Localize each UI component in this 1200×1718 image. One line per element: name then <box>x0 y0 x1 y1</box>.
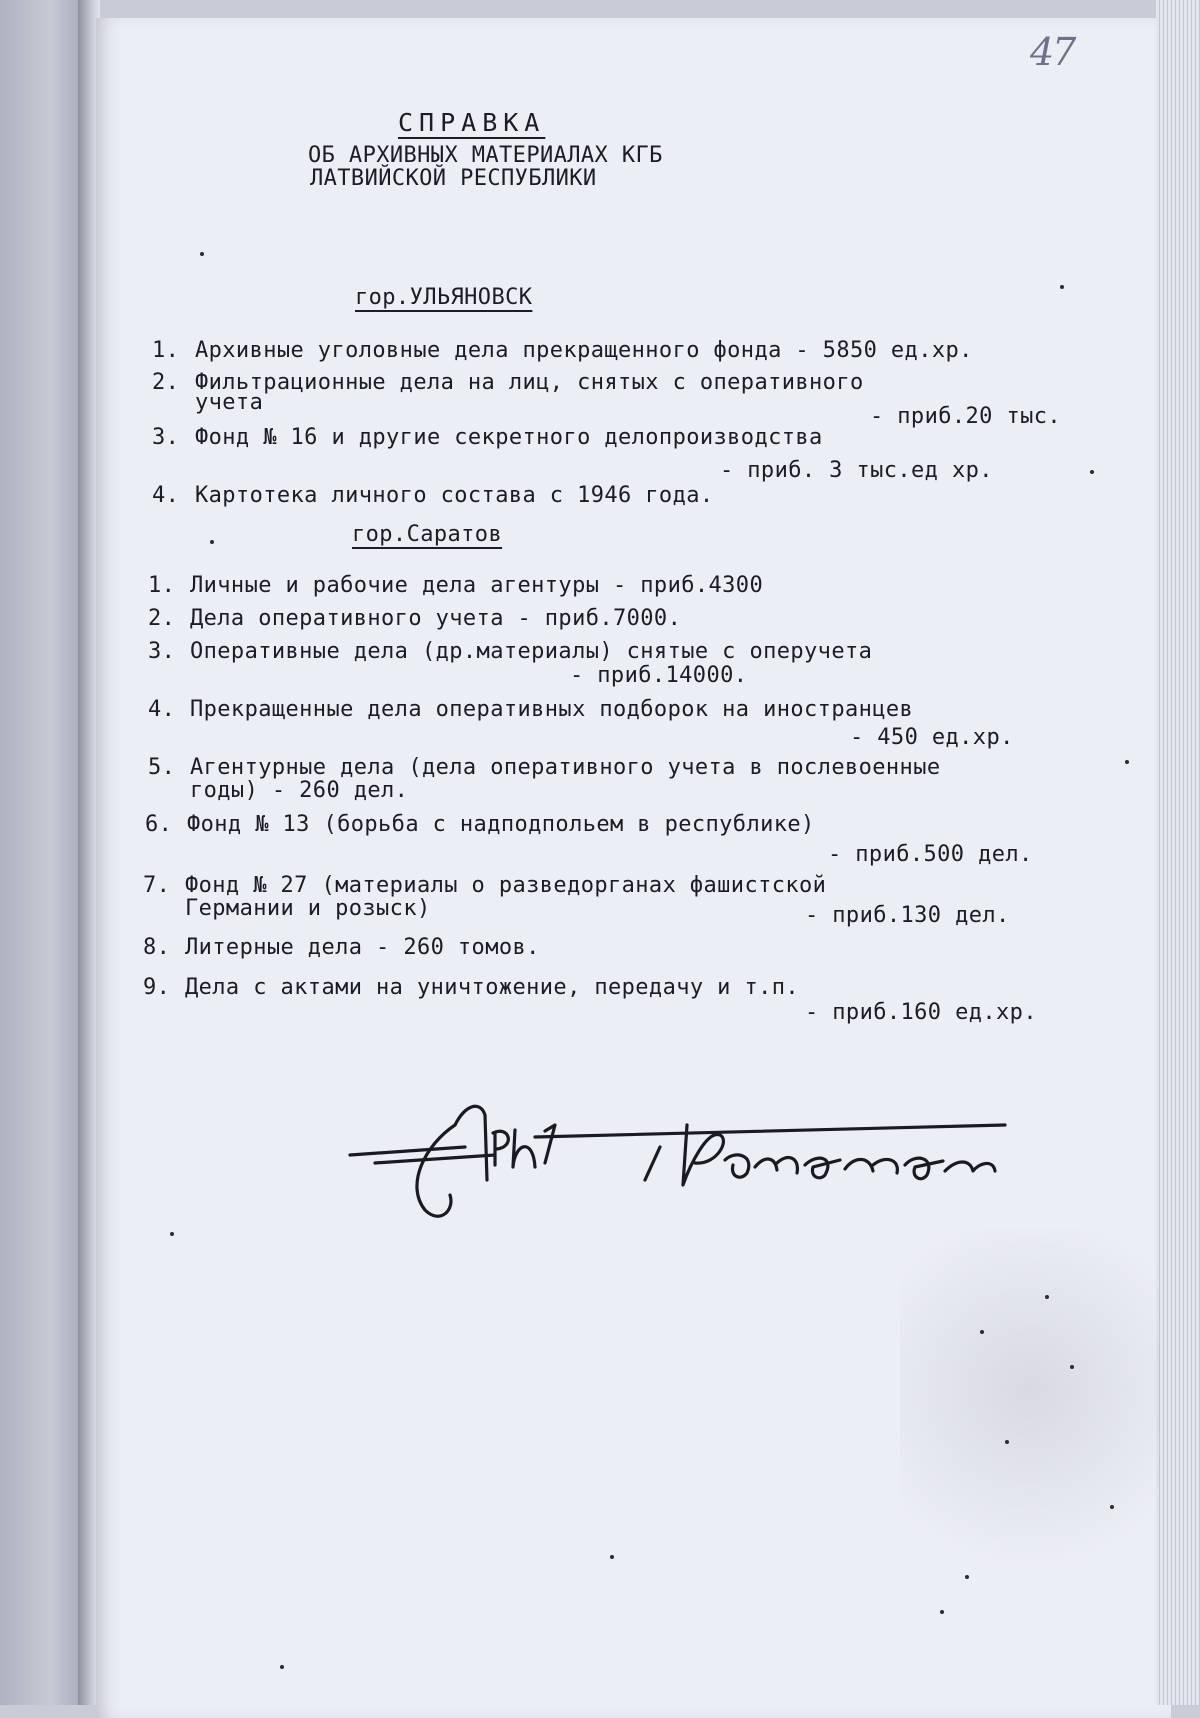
list-item-text: Агентурные дела (дела оперативного учета в послевоенные <box>190 755 941 780</box>
toner-stain <box>900 1230 1160 1630</box>
list-item-text: Оперативные дела (др.материалы) снятые с оперучета <box>190 639 873 664</box>
document-subtitle-line2: ЛАТВИЙСКОЙ РЕСПУБЛИКИ <box>310 166 597 191</box>
list-item-number: 8. <box>143 935 171 960</box>
list-item-number: 6. <box>145 812 173 837</box>
toner-speck <box>210 540 214 544</box>
list-item-number: 1. <box>148 573 176 598</box>
page-number: 47 <box>1030 30 1075 74</box>
toner-speck <box>1090 470 1094 474</box>
list-item-number: 5. <box>148 755 176 780</box>
toner-speck <box>980 1330 984 1334</box>
list-item-text-cont: Германии и розыск) <box>185 896 431 921</box>
list-item-text-cont: учета <box>195 390 264 415</box>
toner-speck <box>965 1575 969 1579</box>
list-item-tail: - приб.130 дел. <box>805 903 1010 928</box>
list-item-text: Литерные дела - 260 томов. <box>185 935 540 960</box>
toner-speck <box>1005 1440 1009 1444</box>
toner-speck <box>610 1555 614 1559</box>
list-item-text: Дела с актами на уничтожение, передачу и т.п. <box>185 975 800 1000</box>
section-heading-ulyanovsk: гор.УЛЬЯНОВСК <box>355 285 533 310</box>
list-item-number: 4. <box>148 697 176 722</box>
list-item-tail: - приб.20 тыс. <box>870 404 1062 429</box>
list-item-text: Фонд № 16 и другие секретного делопроизводства <box>195 425 823 450</box>
list-item-tail: - приб. 3 тыс.ед хр. <box>720 458 993 483</box>
toner-speck <box>1070 1365 1074 1369</box>
list-item-text: Личные и рабочие дела агентуры - приб.4300 <box>190 573 764 598</box>
list-item-number: 3. <box>152 425 180 450</box>
toner-speck <box>280 1665 284 1669</box>
list-item-text: Фонд № 27 (материалы о разведорганах фашистской <box>185 873 827 898</box>
list-item-text-cont: годы) - 260 дел. <box>190 778 409 803</box>
toner-speck <box>1125 760 1129 764</box>
list-item-number: 1. <box>152 338 180 363</box>
list-item-number: 9. <box>143 975 171 1000</box>
list-item-tail: - приб.160 ед.хр. <box>805 1000 1037 1025</box>
list-item-number: 2. <box>152 370 180 395</box>
list-item-text: Фонд № 13 (борьба с надподпольем в республике) <box>187 812 815 837</box>
page-edges <box>1156 0 1200 1705</box>
list-item-text: Картотека личного состава с 1946 года. <box>195 483 714 508</box>
toner-speck <box>170 1232 174 1236</box>
list-item-text: Фильтрационные дела на лиц, снятых с оперативного <box>195 370 864 395</box>
list-item-number: 2. <box>148 606 176 631</box>
toner-speck <box>1060 285 1064 289</box>
list-item-text: Дела оперативного учета - приб.7000. <box>190 606 682 631</box>
toner-speck <box>200 252 204 256</box>
list-item-text: Архивные уголовные дела прекращенного фонда - 5850 ед.хр. <box>195 338 973 363</box>
list-item-number: 4. <box>152 483 180 508</box>
list-item-number: 7. <box>143 873 171 898</box>
list-item-number: 3. <box>148 639 176 664</box>
toner-speck <box>1110 1505 1114 1509</box>
list-item-tail: - приб.500 дел. <box>828 842 1033 867</box>
list-item-tail: - 450 ед.хр. <box>850 725 1014 750</box>
section-heading-saratov: гор.Саратов <box>352 522 503 547</box>
document-title: СПРАВКА <box>398 108 546 137</box>
toner-speck <box>940 1610 944 1614</box>
signature <box>345 1085 1025 1235</box>
document-subtitle-line1: ОБ АРХИВНЫХ МАТЕРИАЛАХ КГБ <box>308 143 663 168</box>
list-item-tail: - приб.14000. <box>570 663 748 688</box>
list-item-text: Прекращенные дела оперативных подборок на иностранцев <box>190 697 914 722</box>
toner-speck <box>1045 1295 1049 1299</box>
